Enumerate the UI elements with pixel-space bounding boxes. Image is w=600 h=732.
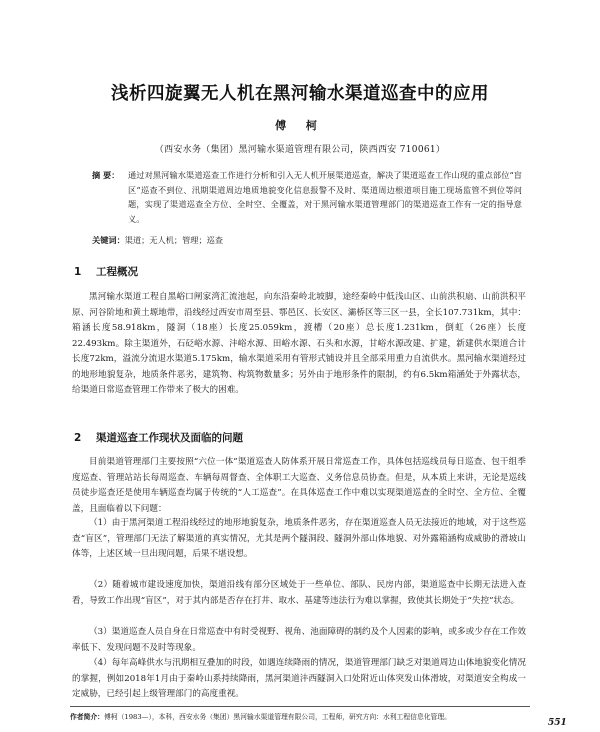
section-heading-1 xyxy=(74,264,138,279)
body-paragraph: （2）随着城市建设速度加快，渠道沿线有部分区域处于一些单位、部队、民房内部，渠道巡查中长期无法进入查看，导致工作出现“盲区”，对于其内部是否存在打井、取水、基建等违法行为难以掌握，致使其长期处于“失控”状态。 xyxy=(72,580,526,606)
keywords-text: 渠道；无人机；管理；巡查 xyxy=(124,235,224,245)
body-paragraph: 目前渠道管理部门主要按照“六位一体”渠道巡查人防体系开展日常巡查工作，具体包括巡线员每日巡查、包干组季度巡查、管理站站长每周巡查、车辆每周督查、全体职工大巡查、义务信息员协查。但是，从本质上来讲，无论是巡线员徒步巡查还是使用车辆巡查均属于传统的“人工巡查”。在具体巡查工作中难以实现渠道巡查的全时空、全方位、全覆盖，且面临着以下问题： xyxy=(72,457,526,514)
section-number: 2 xyxy=(74,432,82,444)
author-footnote xyxy=(70,712,540,722)
author-affiliation: （西安水务（集团）黑河输水渠道管理有限公司，陕西西安 710061） xyxy=(154,145,446,155)
section-title: 工程概况 xyxy=(96,266,138,278)
footnote-label: 作者简介： xyxy=(70,713,104,721)
article-author: 傅 柯 xyxy=(275,119,325,132)
abstract-label: 摘 要： xyxy=(92,170,120,180)
abstract-text: 通过对黑河输水渠道巡查工作进行分析和引入无人机开展渠道巡查，解决了渠道巡查工作山现的重点部位“盲区”巡查不到位、汛期渠道周边地质地貌变化信息报警不及时、渠道周边根道项目施工现场监管不到位等问题，实现了渠道巡查全方位、全时空、全覆盖，对于黑河输水渠道管理部门的渠道巡查工作有一定的指导意义。 xyxy=(128,170,522,224)
body-paragraph: （3）渠道巡查人员自身在日常巡查中有时受视野、视角、池面障碍的制约及个人因素的影响，或多或少存在工作效率低下、发现问题不及时等现象。 xyxy=(72,627,526,653)
section-title: 渠道巡查工作现状及面临的问题 xyxy=(96,432,243,444)
footnote-text: 傅柯（1983—），本科，西安水务（集团）黑河输水渠道管理有限公司，工程师，研究方向：水利工程信息化管理。 xyxy=(103,713,451,721)
article-title: 浅析四旋翼无人机在黑河输水渠道巡查中的应用 xyxy=(111,84,489,104)
body-paragraph: （1）由于黑河渠道工程沿线经过的地形地貌复杂，地质条件恶劣，存在渠道巡查人员无法接近的地域，对于这些巡查“盲区”，管理部门无法了解渠道的真实情况，尤其是两个隧洞段、隧洞外部山体地貌、对外露箱涵构成威胁的滑坡山体等，上述区域一旦出现问题，后果不堪设想。 xyxy=(72,518,526,559)
keywords-label: 关键词： xyxy=(92,235,125,245)
abstract xyxy=(92,168,522,226)
keywords xyxy=(92,234,532,247)
section-heading-2 xyxy=(74,430,243,445)
footnote-divider xyxy=(70,706,530,707)
body-paragraph: （4）每年高峰供水与汛期相互叠加的时段，如遇连续降雨的情况，渠道管理部门缺乏对渠道周边山体地貌变化情况的掌握，例如2018年1月由于秦岭山系持续降雨，黑河渠道沣西隧洞入口处附近山体突发山体滑坡，对渠道安全构成一定威胁，已经引起上级管理部门的高度重视。 xyxy=(72,658,526,699)
page-number: 551 xyxy=(548,718,567,728)
section-number: 1 xyxy=(74,266,82,278)
body-paragraph: 黑河输水渠道工程自黑峪口闸家湾汇流池起，向东沿秦岭北坡脚，途经秦岭中低浅山区、山前洪积扇、山前洪积平原、河谷阶地和黄土塬地带，沿线经过西安市周至县、鄠邑区、长安区、灞桥区等三区一县，全长107.731km，其中：箱涵长度58.918km，隧洞（18座）长度25.059km，渡槽（20座）总长度1.231km，倒虹（26座）长度22.493km。除主渠道外，石砭峪水源、沣峪水源、田峪水源、石头和水源，甘峪水源改建、扩建，新建供水渠道合计长度72km，溢流分流退水渠道5.175km，输水渠道采用有管形式铺设并且全部采用重力自流供水。黑河输水渠道经过的地形地貌复杂，地质条件恶劣，建筑物、构筑物数量多；另外由于地形条件的限制，约有6.5km箱涵处于外露状态，给渠道日常巡查管理工作带来了极大的困难。 xyxy=(72,292,526,395)
